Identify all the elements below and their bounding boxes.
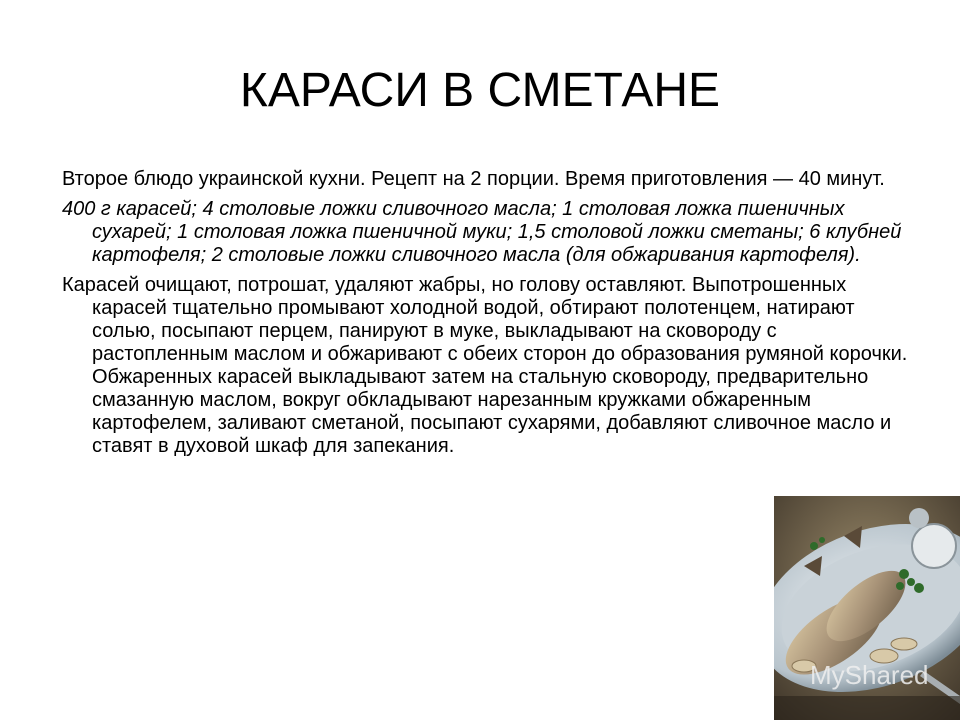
slide-title: КАРАСИ В СМЕТАНЕ <box>239 64 721 117</box>
recipe-method: Карасей очищают, потрошат, удаляют жабры, но голову оставляют. Выпотрошенных карасей тщательно промывают холодной водой, обтирают полотенцем, натирают солью, посыпают перцем, панируют в муке, выкладывают на сковороду с растопленным маслом и обжаривают с обеих сторон до образования румяной корочки. Обжаренных карасей выкладывают затем на стальную сковороду, предварительно смазанную маслом, вокруг обкладывают нарезанным кружками обжаренным картофелем, заливают сметаной, посыпают сухарями, добавляют сливочное масло и ставят в духовой шкаф для запекания. <box>62 274 908 457</box>
recipe-text <box>62 168 912 465</box>
watermark-logo: MyShared <box>810 660 929 690</box>
recipe-intro: Второе блюдо украинской кухни. Рецепт на 2 порции. Время приготовления — 40 минут. <box>62 168 885 190</box>
recipe-ingredients: 400 г карасей; 4 столовые ложки сливочного масла; 1 столовая ложка пшеничных сухарей; 1 столовая ложка пшеничной муки; 1,5 столовой ложки сметаны; 6 клубней картофеля; 2 столовые ложки сливочного масла (для обжаривания картофеля). <box>62 198 902 266</box>
